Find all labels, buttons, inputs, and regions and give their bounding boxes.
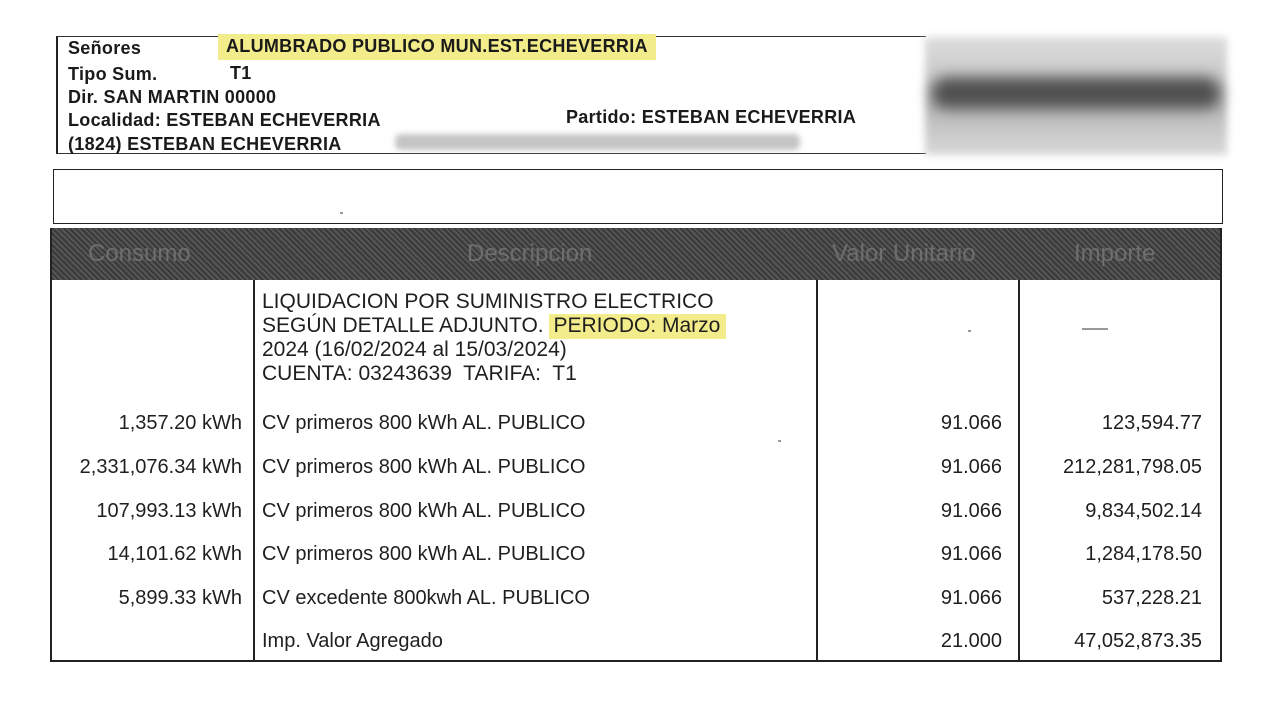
row-descripcion: CV primeros 800 kWh AL. PUBLICO bbox=[262, 412, 586, 434]
liquidacion-line2a: SEGÚN DETALLE ADJUNTO. bbox=[262, 314, 544, 337]
row-descripcion: CV primeros 800 kWh AL. PUBLICO bbox=[262, 500, 586, 522]
liquidacion-line1: LIQUIDACION POR SUMINISTRO ELECTRICO bbox=[262, 290, 714, 313]
column-divider bbox=[253, 280, 255, 660]
row-consumo: 14,101.62 kWh bbox=[107, 543, 242, 565]
codigo-postal: (1824) ESTEBAN ECHEVERRIA bbox=[68, 134, 342, 154]
localidad: Localidad: ESTEBAN ECHEVERRIA bbox=[68, 110, 381, 130]
row-consumo: 1,357.20 kWh bbox=[118, 412, 242, 434]
row-valor-unitario: 21.000 bbox=[940, 630, 1002, 652]
column-divider bbox=[816, 280, 818, 660]
row-importe: 123,594.77 bbox=[1101, 412, 1202, 434]
row-importe: 537,228.21 bbox=[1101, 587, 1202, 609]
row-descripcion: Imp. Valor Agregado bbox=[262, 630, 443, 652]
row-importe: 47,052,873.35 bbox=[1074, 630, 1202, 652]
liquidacion-line3: 2024 (16/02/2024 al 15/03/2024) bbox=[262, 338, 567, 361]
col-consumo: Consumo bbox=[88, 240, 191, 267]
row-consumo: 2,331,076.34 kWh bbox=[79, 456, 242, 478]
row-descripcion: CV excedente 800kwh AL. PUBLICO bbox=[262, 587, 590, 609]
row-valor-unitario: 91.066 bbox=[940, 543, 1002, 565]
direccion: Dir. SAN MARTIN 00000 bbox=[68, 87, 277, 107]
redacted-strip bbox=[395, 134, 800, 150]
partido: Partido: ESTEBAN ECHEVERRIA bbox=[566, 107, 857, 127]
col-importe: Importe bbox=[1074, 240, 1156, 267]
row-importe: 212,281,798.05 bbox=[1062, 456, 1202, 478]
liquidacion-text bbox=[262, 290, 726, 386]
row-valor-unitario: 91.066 bbox=[940, 412, 1002, 434]
row-descripcion: CV primeros 800 kWh AL. PUBLICO bbox=[262, 543, 586, 565]
row-consumo: 5,899.33 kWh bbox=[118, 587, 242, 609]
periodo-highlight: PERIODO: Marzo bbox=[549, 314, 726, 339]
row-importe: 1,284,178.50 bbox=[1085, 543, 1202, 565]
row-valor-unitario: 91.066 bbox=[940, 587, 1002, 609]
row-consumo: 107,993.13 kWh bbox=[96, 500, 242, 522]
col-descripcion: Descripcion bbox=[467, 240, 593, 267]
row-descripcion: CV primeros 800 kWh AL. PUBLICO bbox=[262, 456, 586, 478]
col-valor-unitario: Valor Unitario bbox=[832, 240, 976, 267]
row-valor-unitario: 91.066 bbox=[940, 456, 1002, 478]
liquidacion-line4: CUENTA: 03243639 TARIFA: T1 bbox=[262, 362, 577, 385]
invoice-table bbox=[50, 228, 1222, 662]
senores-value: ALUMBRADO PUBLICO MUN.EST.ECHEVERRIA bbox=[218, 34, 656, 60]
senores-label: Señores bbox=[68, 38, 142, 58]
empty-box bbox=[53, 169, 1223, 224]
row-importe: 9,834,502.14 bbox=[1085, 500, 1202, 522]
row-valor-unitario: 91.066 bbox=[940, 500, 1002, 522]
tipo-sum-value: T1 bbox=[230, 63, 252, 83]
table-header bbox=[52, 228, 1220, 280]
redacted-area bbox=[925, 37, 1227, 155]
tipo-sum-label: Tipo Sum. bbox=[68, 64, 158, 84]
